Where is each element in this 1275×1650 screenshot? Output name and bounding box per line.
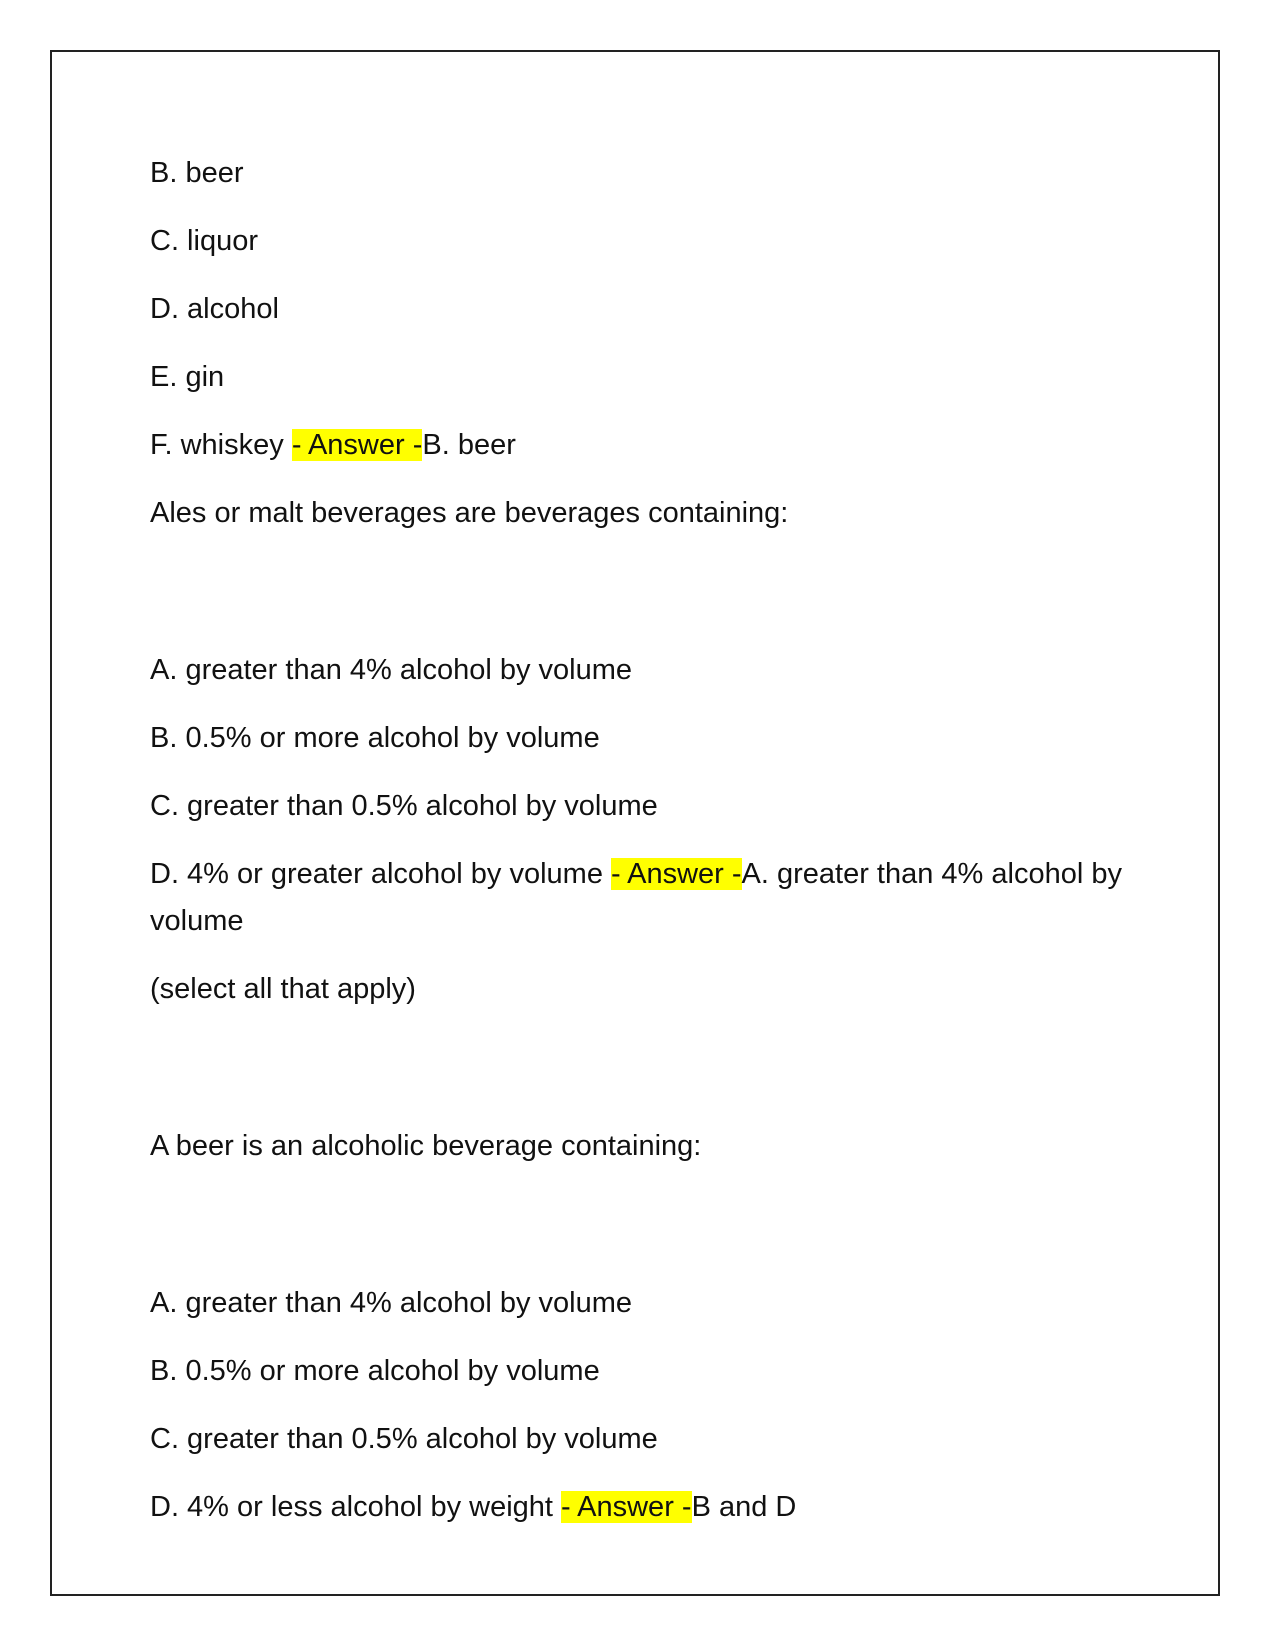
q2-option-d-with-answer xyxy=(150,851,1140,945)
select-all-instruction: (select all that apply) xyxy=(150,973,416,1005)
answer-highlight: - Answer - xyxy=(561,1491,692,1523)
q3-option-d-text: D. 4% or less alcohol by weight xyxy=(150,1491,562,1523)
q2-option-b: B. 0.5% or more alcohol by volume xyxy=(150,722,600,754)
option-c-liquor: C. liquor xyxy=(150,225,258,257)
q2-option-a: A. greater than 4% alcohol by volume xyxy=(150,654,632,686)
q2-option-d-text: D. 4% or greater alcohol by volume xyxy=(150,858,611,890)
q3-option-d-with-answer xyxy=(150,1484,1140,1531)
answer-text: A. greater than 4% alcohol by volume xyxy=(150,858,1122,937)
q3-option-a: A. greater than 4% alcohol by volume xyxy=(150,1287,632,1319)
option-e-gin: E. gin xyxy=(150,361,225,393)
q2-option-c: C. greater than 0.5% alcohol by volume xyxy=(150,790,658,822)
blank-line xyxy=(150,1034,1140,1102)
option-d-alcohol: D. alcohol xyxy=(150,293,279,325)
answer-text: B. beer xyxy=(422,429,516,461)
q3-option-b: B. 0.5% or more alcohol by volume xyxy=(150,1355,600,1387)
blank-line xyxy=(150,558,1140,626)
blank-line xyxy=(150,1191,1140,1259)
answer-text: B and D xyxy=(691,1491,797,1523)
option-b-beer: B. beer xyxy=(150,157,244,189)
q3-option-c: C. greater than 0.5% alcohol by volume xyxy=(150,1423,658,1455)
question-beer: A beer is an alcoholic beverage containing: xyxy=(150,1130,702,1162)
answer-highlight: - Answer - xyxy=(611,858,742,890)
option-f-whiskey-with-answer xyxy=(150,422,1140,469)
document-content xyxy=(150,150,1140,1552)
answer-highlight: - Answer - xyxy=(291,429,423,461)
option-f-text: F. whiskey xyxy=(150,429,292,461)
question-ales: Ales or malt beverages are beverages containing: xyxy=(150,497,789,529)
